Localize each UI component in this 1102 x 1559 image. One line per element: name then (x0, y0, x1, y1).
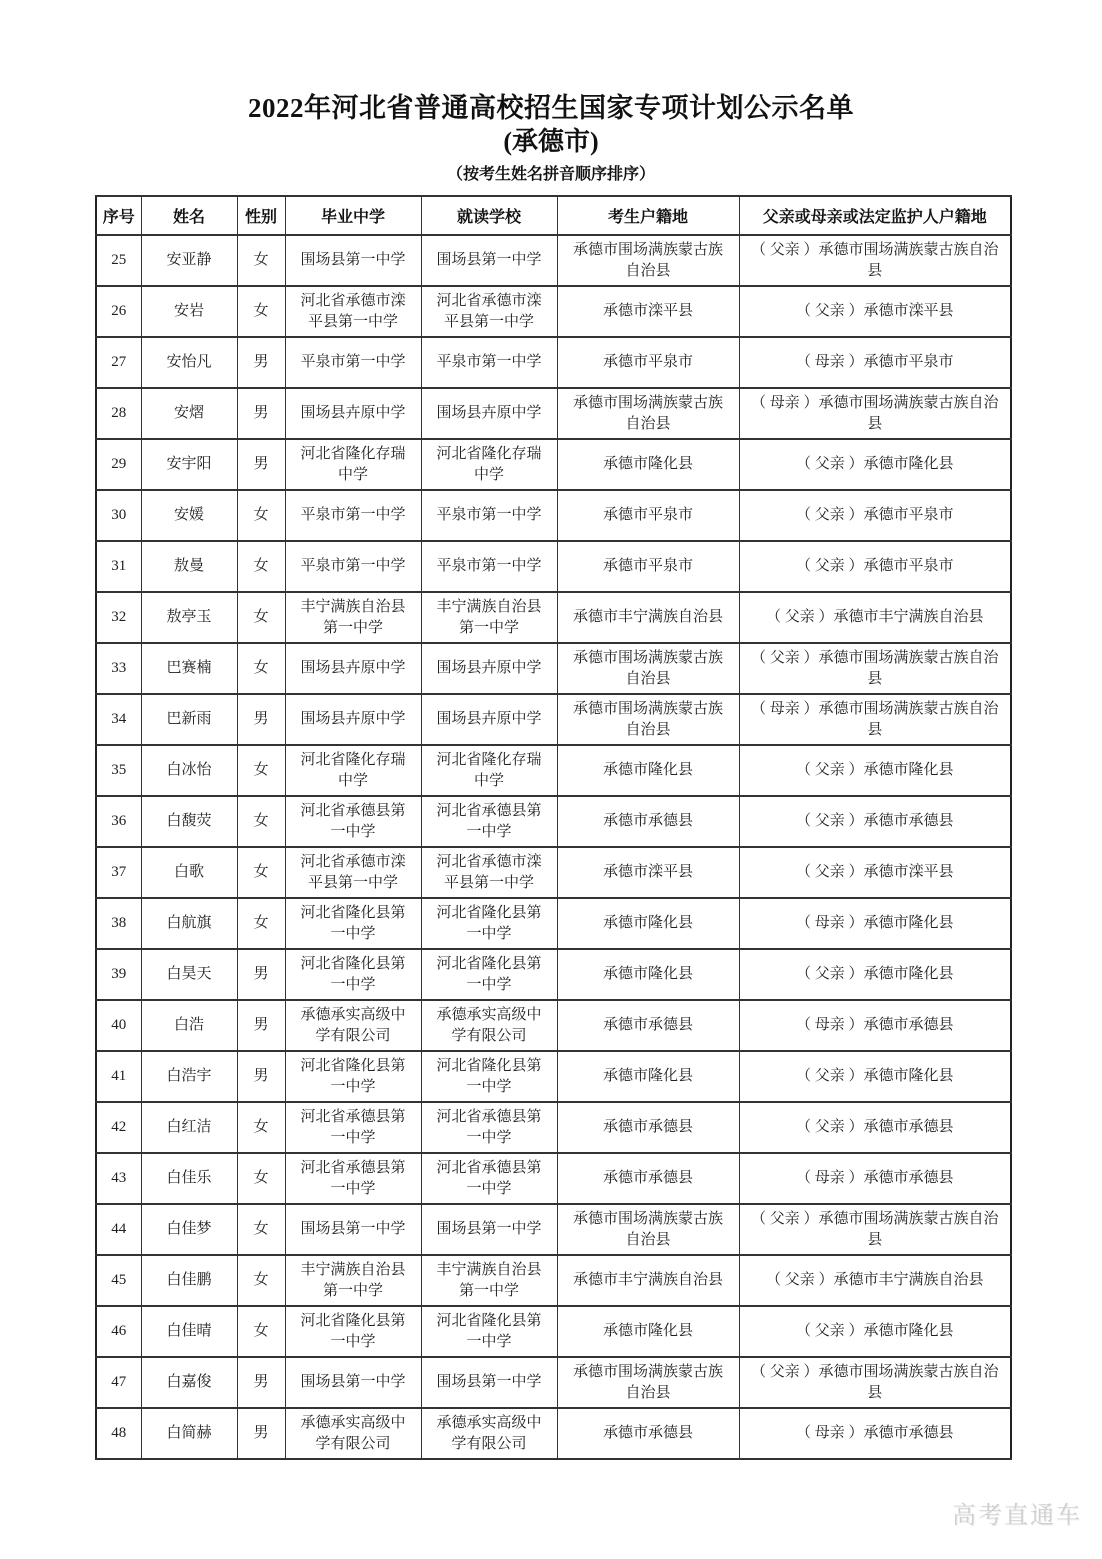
cell-index: 38 (96, 898, 141, 949)
cell-gender: 女 (237, 235, 285, 286)
cell-index: 39 (96, 949, 141, 1000)
cell-graduate-school: 承德承实高级中学有限公司 (285, 1408, 421, 1459)
table-row (96, 796, 1011, 847)
cell-name: 安亚静 (141, 235, 237, 286)
cell-attending-school: 围场县卉原中学 (421, 694, 557, 745)
column-header-5: 考生户籍地 (557, 196, 739, 235)
cell-guardian-residence: （ 父亲 ）承德市承德县 (739, 796, 1011, 847)
cell-index: 43 (96, 1153, 141, 1204)
cell-candidate-residence: 承德市滦平县 (557, 286, 739, 337)
cell-name: 白浩 (141, 1000, 237, 1051)
cell-guardian-residence: （ 母亲 ）承德市平泉市 (739, 337, 1011, 388)
cell-attending-school: 承德承实高级中学有限公司 (421, 1000, 557, 1051)
cell-index: 29 (96, 439, 141, 490)
cell-attending-school: 河北省承德县第一中学 (421, 796, 557, 847)
cell-graduate-school: 河北省承德市滦平县第一中学 (285, 847, 421, 898)
document-header (0, 86, 1102, 184)
cell-name: 白佳晴 (141, 1306, 237, 1357)
cell-candidate-residence: 承德市承德县 (557, 1153, 739, 1204)
cell-guardian-residence: （ 父亲 ）承德市围场满族蒙古族自治县 (739, 1204, 1011, 1255)
cell-guardian-residence: （ 母亲 ）承德市承德县 (739, 1408, 1011, 1459)
column-header-6: 父亲或母亲或法定监护人户籍地 (739, 196, 1011, 235)
cell-name: 白佳梦 (141, 1204, 237, 1255)
cell-graduate-school: 围场县卉原中学 (285, 643, 421, 694)
cell-graduate-school: 平泉市第一中学 (285, 337, 421, 388)
cell-index: 31 (96, 541, 141, 592)
cell-index: 28 (96, 388, 141, 439)
cell-gender: 女 (237, 490, 285, 541)
cell-index: 34 (96, 694, 141, 745)
cell-index: 41 (96, 1051, 141, 1102)
cell-name: 安熠 (141, 388, 237, 439)
cell-graduate-school: 丰宁满族自治县第一中学 (285, 1255, 421, 1306)
cell-attending-school: 河北省隆化县第一中学 (421, 1306, 557, 1357)
cell-graduate-school: 围场县第一中学 (285, 1204, 421, 1255)
cell-candidate-residence: 承德市围场满族蒙古族自治县 (557, 1357, 739, 1408)
column-header-3: 毕业中学 (285, 196, 421, 235)
cell-guardian-residence: （ 父亲 ）承德市隆化县 (739, 745, 1011, 796)
cell-candidate-residence: 承德市隆化县 (557, 949, 739, 1000)
cell-candidate-residence: 承德市隆化县 (557, 1051, 739, 1102)
cell-candidate-residence: 承德市滦平县 (557, 847, 739, 898)
cell-attending-school: 围场县第一中学 (421, 1357, 557, 1408)
table-row (96, 490, 1011, 541)
cell-gender: 女 (237, 898, 285, 949)
cell-name: 白航旗 (141, 898, 237, 949)
cell-graduate-school: 承德承实高级中学有限公司 (285, 1000, 421, 1051)
cell-index: 45 (96, 1255, 141, 1306)
table-row (96, 286, 1011, 337)
cell-name: 白红洁 (141, 1102, 237, 1153)
cell-graduate-school: 河北省承德县第一中学 (285, 1153, 421, 1204)
cell-guardian-residence: （ 父亲 ）承德市平泉市 (739, 541, 1011, 592)
cell-candidate-residence: 承德市围场满族蒙古族自治县 (557, 643, 739, 694)
cell-name: 白昊天 (141, 949, 237, 1000)
table-row (96, 1000, 1011, 1051)
cell-gender: 男 (237, 1000, 285, 1051)
cell-name: 白馥荧 (141, 796, 237, 847)
cell-graduate-school: 河北省承德县第一中学 (285, 796, 421, 847)
page-title: 2022年河北省普通高校招生国家专项计划公示名单 (248, 93, 854, 123)
table-row (96, 1153, 1011, 1204)
cell-candidate-residence: 承德市围场满族蒙古族自治县 (557, 1204, 739, 1255)
cell-attending-school: 围场县卉原中学 (421, 388, 557, 439)
cell-name: 巴新雨 (141, 694, 237, 745)
cell-index: 26 (96, 286, 141, 337)
cell-guardian-residence: （ 母亲 ）承德市隆化县 (739, 898, 1011, 949)
table-row (96, 949, 1011, 1000)
cell-index: 35 (96, 745, 141, 796)
cell-attending-school: 围场县卉原中学 (421, 643, 557, 694)
cell-guardian-residence: （ 父亲 ）承德市隆化县 (739, 949, 1011, 1000)
cell-attending-school: 河北省承德县第一中学 (421, 1153, 557, 1204)
table-row (96, 847, 1011, 898)
cell-gender: 男 (237, 694, 285, 745)
cell-name: 安怡凡 (141, 337, 237, 388)
cell-graduate-school: 平泉市第一中学 (285, 541, 421, 592)
cell-candidate-residence: 承德市丰宁满族自治县 (557, 592, 739, 643)
cell-guardian-residence: （ 父亲 ）承德市围场满族蒙古族自治县 (739, 643, 1011, 694)
cell-guardian-residence: （ 父亲 ）承德市围场满族蒙古族自治县 (739, 1357, 1011, 1408)
cell-name: 白简赫 (141, 1408, 237, 1459)
page-subtitle-city: (承德市) (503, 127, 599, 156)
cell-candidate-residence: 承德市平泉市 (557, 490, 739, 541)
table-row (96, 1255, 1011, 1306)
cell-attending-school: 围场县第一中学 (421, 235, 557, 286)
cell-index: 33 (96, 643, 141, 694)
column-header-1: 姓名 (141, 196, 237, 235)
cell-candidate-residence: 承德市平泉市 (557, 337, 739, 388)
cell-attending-school: 河北省承德市滦平县第一中学 (421, 847, 557, 898)
cell-guardian-residence: （ 父亲 ）承德市围场满族蒙古族自治县 (739, 235, 1011, 286)
cell-attending-school: 河北省承德县第一中学 (421, 1102, 557, 1153)
cell-attending-school: 丰宁满族自治县第一中学 (421, 1255, 557, 1306)
table-row (96, 694, 1011, 745)
cell-gender: 女 (237, 1102, 285, 1153)
cell-gender: 女 (237, 286, 285, 337)
cell-candidate-residence: 承德市隆化县 (557, 439, 739, 490)
cell-graduate-school: 平泉市第一中学 (285, 490, 421, 541)
cell-candidate-residence: 承德市平泉市 (557, 541, 739, 592)
cell-attending-school: 丰宁满族自治县第一中学 (421, 592, 557, 643)
header-row (96, 196, 1011, 235)
cell-graduate-school: 围场县卉原中学 (285, 388, 421, 439)
cell-guardian-residence: （ 父亲 ）承德市隆化县 (739, 1306, 1011, 1357)
cell-index: 46 (96, 1306, 141, 1357)
cell-candidate-residence: 承德市承德县 (557, 1102, 739, 1153)
cell-name: 白冰怡 (141, 745, 237, 796)
cell-candidate-residence: 承德市隆化县 (557, 745, 739, 796)
cell-candidate-residence: 承德市隆化县 (557, 898, 739, 949)
cell-attending-school: 河北省隆化县第一中学 (421, 949, 557, 1000)
cell-guardian-residence: （ 父亲 ）承德市丰宁满族自治县 (739, 1255, 1011, 1306)
cell-gender: 女 (237, 643, 285, 694)
cell-graduate-school: 河北省隆化存瑞中学 (285, 439, 421, 490)
cell-guardian-residence: （ 父亲 ）承德市平泉市 (739, 490, 1011, 541)
cell-graduate-school: 丰宁满族自治县第一中学 (285, 592, 421, 643)
cell-candidate-residence: 承德市隆化县 (557, 1306, 739, 1357)
cell-gender: 女 (237, 745, 285, 796)
table-row (96, 541, 1011, 592)
cell-gender: 女 (237, 1204, 285, 1255)
cell-graduate-school: 围场县第一中学 (285, 1357, 421, 1408)
cell-graduate-school: 河北省承德市滦平县第一中学 (285, 286, 421, 337)
cell-gender: 男 (237, 1408, 285, 1459)
table-row (96, 388, 1011, 439)
cell-index: 30 (96, 490, 141, 541)
table-row (96, 337, 1011, 388)
cell-candidate-residence: 承德市承德县 (557, 1000, 739, 1051)
cell-graduate-school: 河北省隆化县第一中学 (285, 949, 421, 1000)
cell-guardian-residence: （ 父亲 ）承德市承德县 (739, 1102, 1011, 1153)
cell-guardian-residence: （ 父亲 ）承德市隆化县 (739, 439, 1011, 490)
cell-gender: 男 (237, 1051, 285, 1102)
cell-gender: 女 (237, 847, 285, 898)
cell-name: 安岩 (141, 286, 237, 337)
column-header-0: 序号 (96, 196, 141, 235)
cell-candidate-residence: 承德市围场满族蒙古族自治县 (557, 235, 739, 286)
cell-candidate-residence: 承德市承德县 (557, 796, 739, 847)
roster-body (96, 235, 1011, 1459)
cell-graduate-school: 河北省隆化县第一中学 (285, 898, 421, 949)
cell-attending-school: 平泉市第一中学 (421, 337, 557, 388)
cell-name: 白佳鹏 (141, 1255, 237, 1306)
cell-index: 47 (96, 1357, 141, 1408)
table-row (96, 643, 1011, 694)
cell-candidate-residence: 承德市围场满族蒙古族自治县 (557, 694, 739, 745)
cell-guardian-residence: （ 父亲 ）承德市滦平县 (739, 286, 1011, 337)
cell-graduate-school: 河北省隆化县第一中学 (285, 1306, 421, 1357)
cell-index: 42 (96, 1102, 141, 1153)
cell-candidate-residence: 承德市承德县 (557, 1408, 739, 1459)
cell-gender: 女 (237, 1306, 285, 1357)
table-row (96, 1408, 1011, 1459)
cell-gender: 女 (237, 541, 285, 592)
table-row (96, 439, 1011, 490)
cell-name: 巴赛楠 (141, 643, 237, 694)
table-row (96, 1357, 1011, 1408)
cell-candidate-residence: 承德市围场满族蒙古族自治县 (557, 388, 739, 439)
cell-graduate-school: 河北省隆化县第一中学 (285, 1051, 421, 1102)
cell-index: 36 (96, 796, 141, 847)
cell-gender: 男 (237, 388, 285, 439)
cell-guardian-residence: （ 母亲 ）承德市围场满族蒙古族自治县 (739, 694, 1011, 745)
cell-name: 敖曼 (141, 541, 237, 592)
cell-attending-school: 河北省隆化存瑞中学 (421, 745, 557, 796)
column-header-2: 性别 (237, 196, 285, 235)
cell-attending-school: 围场县第一中学 (421, 1204, 557, 1255)
table-row (96, 1306, 1011, 1357)
cell-gender: 男 (237, 949, 285, 1000)
cell-candidate-residence: 承德市丰宁满族自治县 (557, 1255, 739, 1306)
cell-name: 白歌 (141, 847, 237, 898)
cell-index: 37 (96, 847, 141, 898)
table-row (96, 1051, 1011, 1102)
cell-index: 40 (96, 1000, 141, 1051)
table-row (96, 592, 1011, 643)
table-row (96, 1102, 1011, 1153)
cell-attending-school: 河北省隆化县第一中学 (421, 898, 557, 949)
cell-gender: 男 (237, 1357, 285, 1408)
sort-order-note: （按考生姓名拼音顺序排序） (446, 165, 655, 183)
watermark-logo: 高考直通车 (952, 1502, 1082, 1529)
cell-gender: 女 (237, 1255, 285, 1306)
cell-name: 白嘉俊 (141, 1357, 237, 1408)
cell-index: 44 (96, 1204, 141, 1255)
cell-guardian-residence: （ 父亲 ）承德市隆化县 (739, 1051, 1011, 1102)
cell-index: 27 (96, 337, 141, 388)
roster-table (95, 195, 1012, 1460)
cell-name: 安媛 (141, 490, 237, 541)
cell-attending-school: 河北省隆化存瑞中学 (421, 439, 557, 490)
table-row (96, 745, 1011, 796)
cell-index: 32 (96, 592, 141, 643)
table-row (96, 1204, 1011, 1255)
cell-attending-school: 河北省承德市滦平县第一中学 (421, 286, 557, 337)
cell-gender: 男 (237, 337, 285, 388)
cell-gender: 女 (237, 592, 285, 643)
cell-name: 安宇阳 (141, 439, 237, 490)
cell-gender: 男 (237, 439, 285, 490)
table-row (96, 235, 1011, 286)
cell-name: 白佳乐 (141, 1153, 237, 1204)
cell-guardian-residence: （ 父亲 ）承德市丰宁满族自治县 (739, 592, 1011, 643)
cell-guardian-residence: （ 母亲 ）承德市承德县 (739, 1153, 1011, 1204)
cell-graduate-school: 河北省承德县第一中学 (285, 1102, 421, 1153)
cell-index: 48 (96, 1408, 141, 1459)
cell-name: 白浩宇 (141, 1051, 237, 1102)
cell-name: 敖亭玉 (141, 592, 237, 643)
cell-index: 25 (96, 235, 141, 286)
cell-attending-school: 平泉市第一中学 (421, 541, 557, 592)
table-row (96, 898, 1011, 949)
cell-gender: 女 (237, 796, 285, 847)
cell-attending-school: 平泉市第一中学 (421, 490, 557, 541)
cell-guardian-residence: （ 父亲 ）承德市滦平县 (739, 847, 1011, 898)
cell-guardian-residence: （ 母亲 ）承德市承德县 (739, 1000, 1011, 1051)
cell-guardian-residence: （ 母亲 ）承德市围场满族蒙古族自治县 (739, 388, 1011, 439)
cell-graduate-school: 围场县第一中学 (285, 235, 421, 286)
cell-attending-school: 河北省隆化县第一中学 (421, 1051, 557, 1102)
column-header-4: 就读学校 (421, 196, 557, 235)
cell-graduate-school: 围场县卉原中学 (285, 694, 421, 745)
cell-attending-school: 承德承实高级中学有限公司 (421, 1408, 557, 1459)
cell-graduate-school: 河北省隆化存瑞中学 (285, 745, 421, 796)
cell-gender: 女 (237, 1153, 285, 1204)
